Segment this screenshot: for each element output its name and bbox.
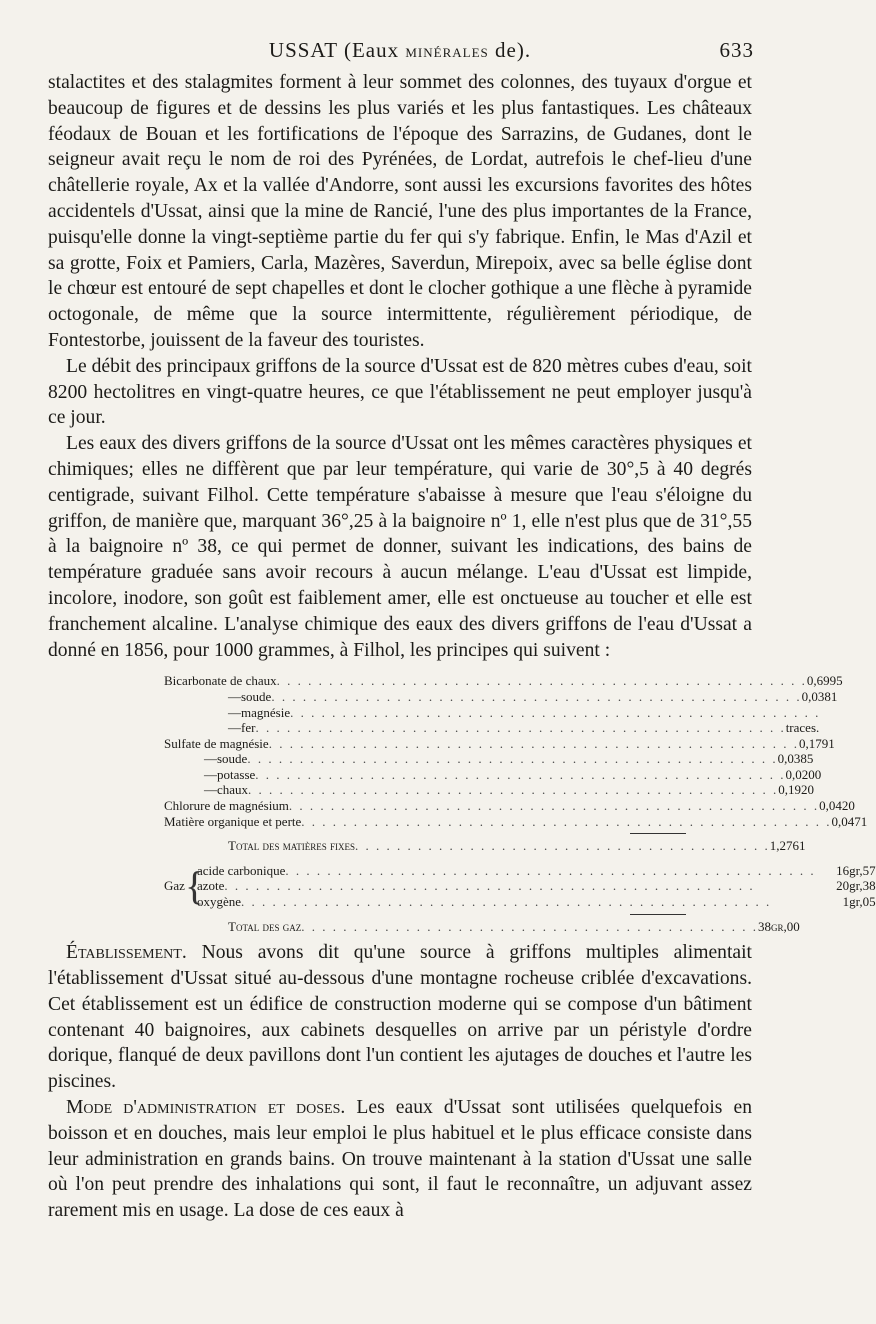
analysis-row-label: soude: [241, 688, 272, 704]
leader-dots: . . . . . . . . . . . . . . . . . . . . . . . . . . . . . . . . . . . . . . . . . . . . . . . . . . .: [288, 798, 820, 814]
ditto-dash: —: [204, 766, 217, 782]
leader-dots: . . . . . . . . . . . . . . . . . . . . . . . . . . . . . . . . . . . . . . . . . . . . . . . . . . .: [240, 894, 772, 910]
total-fixed-row: [164, 838, 806, 854]
analysis-row-value: 0,0471: [831, 813, 868, 829]
analysis-row-value: traces.: [785, 720, 820, 736]
analysis-row-value: 0,1791: [798, 735, 835, 751]
leader-dots: . . . . . . . . . . . . . . . . . . . . . . . . . . . . . . . . . . . . . . . . . . . . . . . . . . .: [276, 673, 807, 689]
analysis-row-value: 0,1920: [778, 782, 815, 798]
analysis-row: [164, 704, 821, 721]
gas-row-label: oxygène: [196, 894, 241, 910]
heading-etablissement: Établissement.: [66, 942, 187, 964]
total-fixed-label: Total des matières fixes: [228, 838, 355, 854]
analysis-row-label: soude: [217, 751, 248, 767]
analysis-row-label: Bicarbonate de chaux: [164, 673, 277, 689]
leader-dots: . . . . . . . . . . . . . . . . . . . . . . . . . . . . . . . . . . . . . . . . . . . . . . . . . . .: [224, 878, 755, 894]
gas-row-value: 1gr,05: [842, 894, 876, 910]
analysis-row-value: 0,0200: [785, 766, 822, 782]
gas-row-value: 20gr,38: [836, 878, 876, 894]
gas-row-label: azote: [196, 878, 225, 894]
ditto-dash: —: [204, 782, 217, 798]
analysis-row-value: 0,0381: [801, 688, 838, 704]
paragraph-debit: Le débit des principaux griffons de la source d'Ussat est de 820 mètres cubes d'eau, soit 8200 hectolitres en vingt-quatre heures, ce que l'établissement ne peut employer jusqu'à ce jour.: [48, 355, 752, 429]
analysis-row: [164, 720, 820, 736]
paragraph-mode: [48, 1095, 752, 1224]
total-gas-label: Total des gaz: [228, 918, 302, 934]
analysis-row-label: Matière organique et perte: [164, 813, 302, 829]
text-mode: Les eaux d'Ussat sont utilisées quelquefois en boisson et en douches, mais leur emploi le plus habituel et le plus efficace consiste dans leur administration en grands bains. On trouve maintenant à la station d'Ussat une salle où l'on peut prendre des inhalations qui sont, il faut le reconnaître, un adjuvant assez rarement mis en usage. La dose de ces eaux à: [48, 1097, 752, 1222]
brace-glyph: {: [184, 863, 205, 909]
analysis-row: [164, 735, 835, 752]
analysis-row: [164, 751, 814, 767]
leader-dots: . . . . . . . . . . . . . . . . . . . . . . . . . . . . . . . . . . . . . . . . . . . . . . . . . . .: [268, 735, 799, 751]
leader-dots: . . . . . . . . . . . . . . . . . . . . . . . . . . . . . . . . . . . . . . . . . . . . . . . . . . .: [248, 782, 779, 798]
running-header: [40, 38, 760, 68]
analysis-row-label: fer: [241, 720, 256, 736]
body-text: [48, 70, 876, 1224]
paragraph-analysis-intro: Les eaux des divers griffons de la source d'Ussat ont les mêmes caractères physiques et chimiques; elles ne diffèrent que par leur température, qui varie de 30°,5 à 40 degrés centigrade, suivant Filhol. Cette température s'abaisse à mesure que l'eau s'éloigne du griffon, de manière que, marquant 36°,25 à la baignoire nº 1, elle n'est plus que de 31°,55 à la baignoire nº 38, ce qui permet de donner, suivant les indications, des bains de température graduée sans avoir recours à aucun mélange. L'eau d'Ussat est limpide, incolore, inodore, son goût est faiblement amer, elle est onctueuse au toucher et elle est franchement alcaline. L'analyse chimique des eaux des divers griffons de l'eau d'Ussat a donné en 1856, pour 1000 grammes, à Filhol, les principes qui suivent :: [48, 433, 752, 661]
leader-dots: . . . . . . . . . . . . . . . . . . . . . . . . . . . . . . . . . . . . . . . . . . . . . . . . . . .: [247, 751, 778, 767]
analysis-row-label: potasse: [217, 766, 256, 782]
total-gas-row: [164, 918, 800, 935]
analysis-row-value: 0,0420: [819, 798, 855, 814]
analysis-row-label: Chlorure de magnésium: [164, 798, 289, 814]
total-gas-value: 38gr,00: [757, 918, 800, 934]
page-number: 633: [719, 38, 754, 62]
analysis-row: [164, 782, 815, 798]
ditto-dash: —: [204, 751, 217, 767]
ditto-dash: —: [228, 720, 241, 736]
analysis-row: [164, 813, 868, 830]
gas-row-value: 16gr,57: [836, 862, 876, 878]
analysis-row-value: 0,0385: [777, 751, 814, 767]
gas-rows: [197, 863, 876, 910]
analysis-row: [164, 688, 838, 705]
gas-row-label: acide carbonique: [196, 862, 286, 878]
leader-dots: . . . . . . . . . . . . . . . . . . . . . . . . . . . . . . . . . . . . . . . . . . . .: [301, 918, 758, 934]
analysis-row-label: chaux: [217, 782, 249, 798]
analysis-row: [164, 798, 855, 814]
title-main: USSAT (Eaux: [268, 38, 400, 62]
gas-label: Gaz: [164, 878, 185, 894]
leader-dots: . . . . . . . . . . . . . . . . . . . . . . . . . . . . . . . . . . . . . . . . . . . . . . . . . . .: [271, 688, 802, 704]
title-end: de).: [495, 38, 532, 62]
analysis-row-value: 0,6995: [806, 673, 843, 689]
leader-dots: . . . . . . . . . . . . . . . . . . . . . . . . . . . . . . . . . . . . . . . .: [354, 838, 770, 854]
leader-dots: . . . . . . . . . . . . . . . . . . . . . . . . . . . . . . . . . . . . . . . . . . . . . . . . . . .: [255, 720, 786, 736]
ditto-dash: —: [228, 704, 241, 720]
analysis-row: [164, 766, 822, 783]
title-smallcaps: minérales: [405, 41, 489, 62]
gas-row: [197, 894, 876, 910]
gas-block: [164, 862, 876, 910]
running-title: [40, 38, 760, 63]
paragraph-excursions: stalactites et des stalagmites forment à leur sommet des colonnes, des tuyaux d'orgue et beaucoup de figures et de dessins les plus variés et les plus fantastiques. Les châteaux féodaux de Bouan et les fortifications de l'époque des Sarrazins, de Gudanes, dont le seigneur avait reçu le nom de roi des Pyrénées, de Lordat, autrefois le chef-lieu d'une châtellerie royale, Ax et la vallée d'Andorre, sont aussi les excursions favorites des hôtes accidentels d'Ussat, ainsi que la mine de Rancié, l'une des plus importantes de la France, puisqu'elle donne la vingt-septième partie du fer qui s'y fabrique. Enfin, le Mas d'Azil et sa grotte, Foix et Pamiers, Carla, Mazères, Saverdun, Mirepoix, avec sa belle église dont le chœur est entouré de sept chapelles et dont le clocher gothique a une flèche à pyramide octogonale, de même que la source intermittente, régulièrement périodique, de Fontestorbe, jouissent de la faveur des touristes.: [48, 72, 752, 351]
leader-dots: . . . . . . . . . . . . . . . . . . . . . . . . . . . . . . . . . . . . . . . . . . . . . . . . . . .: [301, 813, 832, 829]
total-fixed-value: 1,2761: [769, 838, 806, 854]
heading-mode: Mode d'administration et doses.: [66, 1097, 346, 1119]
leader-dots: . . . . . . . . . . . . . . . . . . . . . . . . . . . . . . . . . . . . . . . . . . . . . . . . . . .: [285, 862, 816, 878]
text-etablissement: Nous avons dit qu'une source à griffons multiples alimentait l'établissement d'Ussat situé au-dessous d'une montagne rocheuse criblée d'excavations. Cet établissement est un édifice de construction moderne qui se compose d'un bâtiment contenant 40 baignoires, aux cabinets desquelles on arrive par un péristyle d'ordre dorique, flanqué de deux pavillons dont l'un contient les ajutages de douches et l'autre les piscines.: [48, 942, 752, 1093]
analysis-row-label: Sulfate de magnésie: [164, 735, 269, 751]
ditto-dash: —: [228, 688, 241, 704]
gas-sum-rule: [630, 914, 686, 915]
analysis-row-label: magnésie: [241, 704, 291, 720]
gas-row: [197, 878, 876, 894]
gas-row: [197, 863, 876, 879]
analysis-table: [164, 673, 876, 934]
paragraph-etablissement: [48, 940, 752, 1095]
analysis-row: [164, 673, 843, 689]
leader-dots: . . . . . . . . . . . . . . . . . . . . . . . . . . . . . . . . . . . . . . . . . . . . . . . . . . .: [255, 766, 786, 782]
fixed-matter-rows: [164, 673, 868, 829]
sum-rule: [630, 833, 686, 834]
leader-dots: . . . . . . . . . . . . . . . . . . . . . . . . . . . . . . . . . . . . . . . . . . . . . . . . . . .: [290, 704, 821, 720]
